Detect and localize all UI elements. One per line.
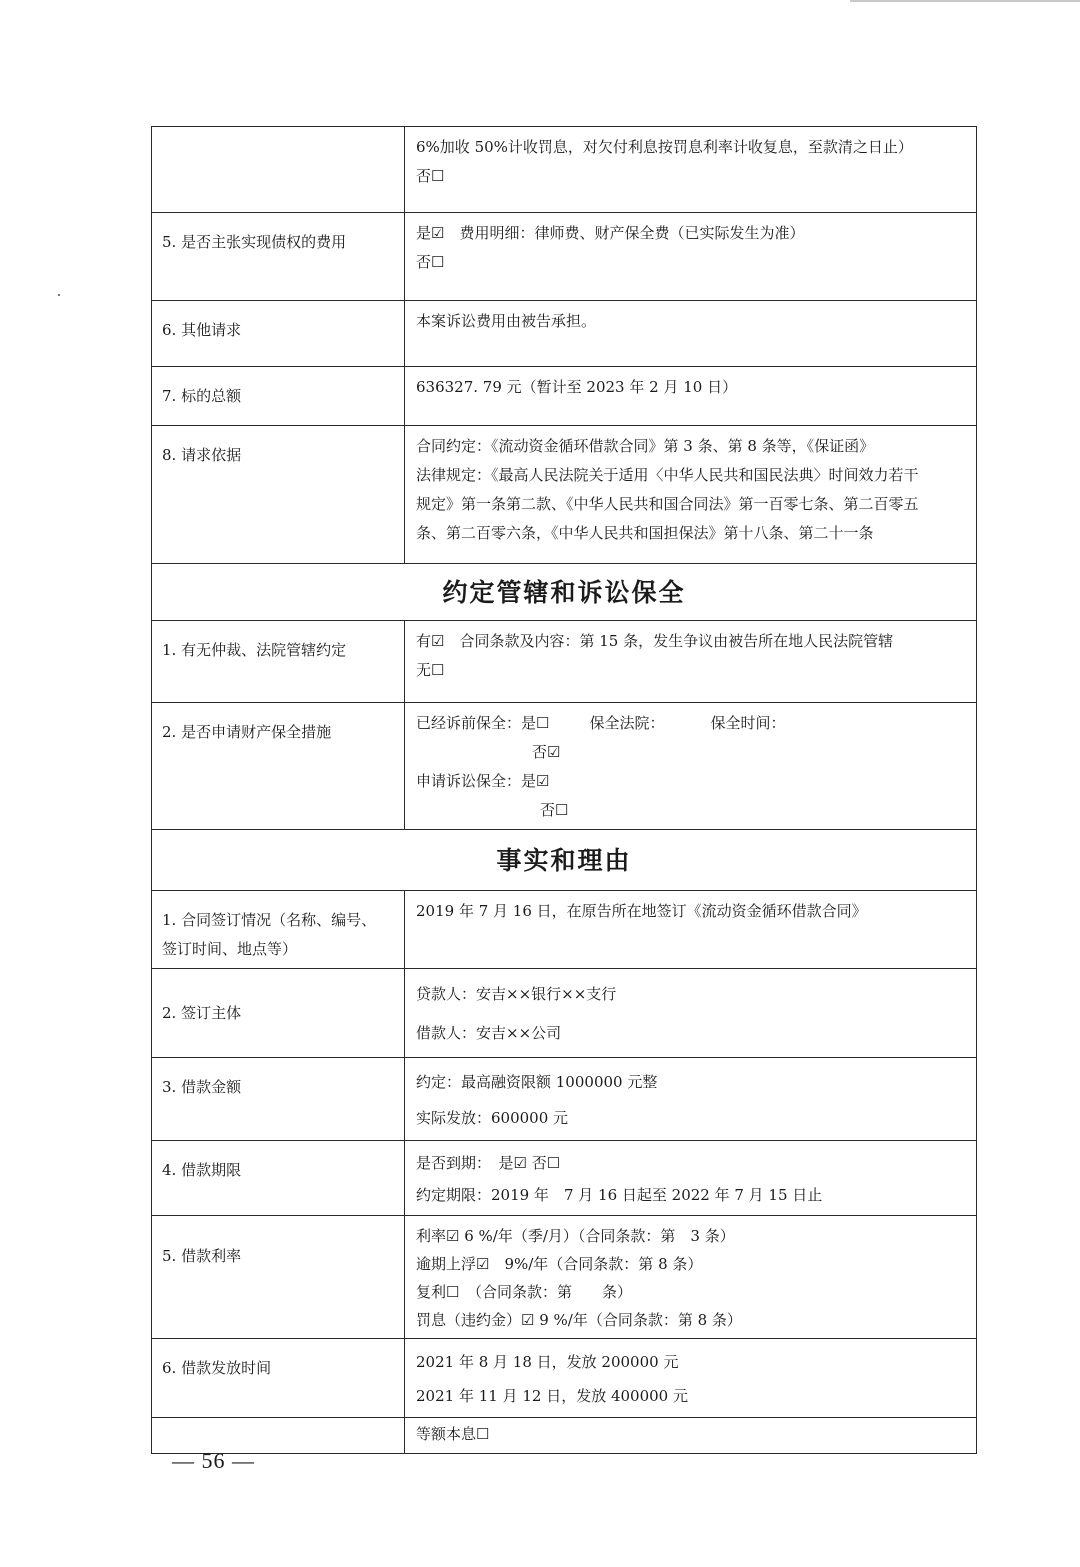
row-value <box>405 1058 977 1141</box>
page-number: — 56 — <box>172 1448 255 1473</box>
row-label <box>152 1058 405 1141</box>
row-value <box>405 1418 977 1454</box>
table-row <box>152 703 977 830</box>
table-row <box>152 1339 977 1418</box>
value-line: 有☑ 合同条款及内容：第 15 条，发生争议由被告所在地人民法院管辖 <box>416 632 894 650</box>
label-line: 签订时间、地点等） <box>162 940 298 958</box>
scan-speck <box>58 294 60 296</box>
row-label: 8. 请求依据 <box>152 426 405 564</box>
section-header-row <box>152 830 977 891</box>
value-line: 636327. 79 元（暂计至 2023 年 2 月 10 日） <box>416 378 738 396</box>
row-value <box>405 703 977 830</box>
value-line: 申请诉讼保全：是☑ <box>416 772 550 790</box>
preservation-court: 保全法院： <box>589 714 665 732</box>
section-title-jurisdiction: 约定管辖和诉讼保全 <box>152 564 977 621</box>
preservation-time: 保全时间： <box>710 714 786 732</box>
row-value <box>405 127 977 213</box>
table-row <box>152 891 977 969</box>
row-label <box>152 1141 405 1216</box>
row-value <box>405 891 977 969</box>
row-value <box>405 1141 977 1216</box>
row-value <box>405 1339 977 1418</box>
value-line: 是☑ 费用明细：律师费、财产保全费（已实际发生为准） <box>416 224 805 242</box>
value-line: 合同约定：《流动资金循环借款合同》第 3 条、第 8 条等，《保证函》 <box>416 437 875 455</box>
value-line: 约定：最高融资限额 1000000 元整 <box>416 1073 658 1091</box>
section-title-facts: 事实和理由 <box>152 830 977 891</box>
value-line: 复利☐ （合同条款：第 条） <box>416 1283 632 1301</box>
table-row <box>152 1141 977 1216</box>
table-row <box>152 213 977 301</box>
row-value <box>405 301 977 367</box>
scan-edge-line <box>850 0 1080 2</box>
table-row <box>152 1058 977 1141</box>
table-row <box>152 426 977 564</box>
label-line: 5. 借款利率 <box>162 1247 242 1265</box>
label-line: 2. 签订主体 <box>162 1004 242 1022</box>
row-value <box>405 426 977 564</box>
value-line: 否☐ <box>540 801 569 819</box>
row-label <box>152 1216 405 1339</box>
row-label: 5. 是否主张实现债权的费用 <box>152 213 405 301</box>
table-row <box>152 621 977 703</box>
value-line: 否☑ <box>532 743 561 761</box>
value-line: 规定》第一条第二款、《中华人民共和国合同法》第一百零七条、第二百零五 <box>416 495 919 513</box>
pre-suit-preservation: 已经诉前保全：是☐ <box>416 714 550 732</box>
value-line: 借款人：安吉××公司 <box>416 1024 562 1042</box>
row-label <box>152 891 405 969</box>
section-header-row <box>152 564 977 621</box>
value-line <box>416 709 966 738</box>
row-value <box>405 621 977 703</box>
value-line: 否☐ <box>416 253 445 271</box>
row-value <box>405 367 977 426</box>
value-line: 否☐ <box>416 167 445 185</box>
value-line: 2019 年 7 月 16 日，在原告所在地签订《流动资金循环借款合同》 <box>416 902 867 920</box>
row-value <box>405 213 977 301</box>
table-row <box>152 127 977 213</box>
value-line: 6%加收 50%计收罚息，对欠付利息按罚息利率计收复息，至款清之日止） <box>416 138 913 156</box>
table-row <box>152 367 977 426</box>
label-line: 1. 合同签订情况（名称、编号、 <box>162 911 377 929</box>
label-line: 6. 借款发放时间 <box>162 1359 272 1377</box>
table-row <box>152 1418 977 1454</box>
table-row <box>152 301 977 367</box>
row-label: 1. 有无仲裁、法院管辖约定 <box>152 621 405 703</box>
value-line: 2021 年 11 月 12 日，发放 400000 元 <box>416 1387 688 1405</box>
row-value <box>405 1216 977 1339</box>
value-line: 是否到期： 是☑ 否☐ <box>416 1154 561 1172</box>
value-line: 约定期限：2019 年 7 月 16 日起至 2022 年 7 月 15 日止 <box>416 1186 823 1204</box>
value-line: 本案诉讼费用由被告承担。 <box>416 312 597 330</box>
value-line: 2021 年 8 月 18 日，发放 200000 元 <box>416 1353 679 1371</box>
table-row <box>152 969 977 1058</box>
value-line: 罚息（违约金）☑ 9 %/年（合同条款：第 8 条） <box>416 1311 742 1329</box>
label-line: 4. 借款期限 <box>162 1161 242 1179</box>
value-line: 无☐ <box>416 661 445 679</box>
value-line: 法律规定：《最高人民法院关于适用〈中华人民共和国民法典〉时间效力若干 <box>416 466 919 484</box>
value-line: 逾期上浮☑ 9%/年（合同条款：第 8 条） <box>416 1255 703 1273</box>
value-line: 等额本息☐ <box>416 1425 490 1443</box>
value-line: 贷款人：安吉××银行××支行 <box>416 985 617 1003</box>
value-line: 实际发放：600000 元 <box>416 1109 569 1127</box>
complaint-form-table <box>151 126 977 1454</box>
row-label: 6. 其他请求 <box>152 301 405 367</box>
row-value <box>405 969 977 1058</box>
row-label <box>152 969 405 1058</box>
row-label <box>152 1339 405 1418</box>
label-line: 3. 借款金额 <box>162 1078 242 1096</box>
value-line: 利率☑ 6 %/年（季/月）（合同条款：第 3 条） <box>416 1227 735 1245</box>
row-label <box>152 127 405 213</box>
table-row <box>152 1216 977 1339</box>
value-line: 条、第二百零六条，《中华人民共和国担保法》第十八条、第二十一条 <box>416 524 874 542</box>
row-label: 2. 是否申请财产保全措施 <box>152 703 405 830</box>
row-label: 7. 标的总额 <box>152 367 405 426</box>
